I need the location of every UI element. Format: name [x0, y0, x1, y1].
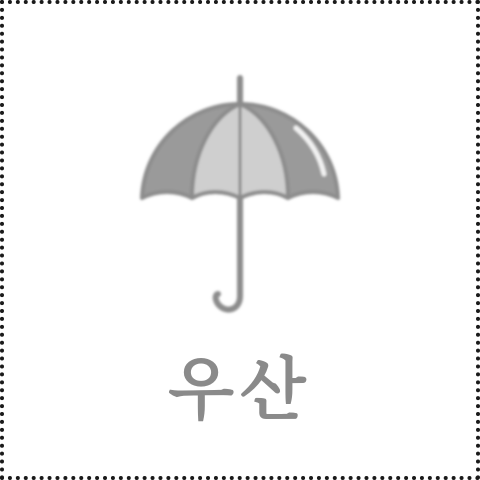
word-label: 우산 [168, 350, 312, 430]
